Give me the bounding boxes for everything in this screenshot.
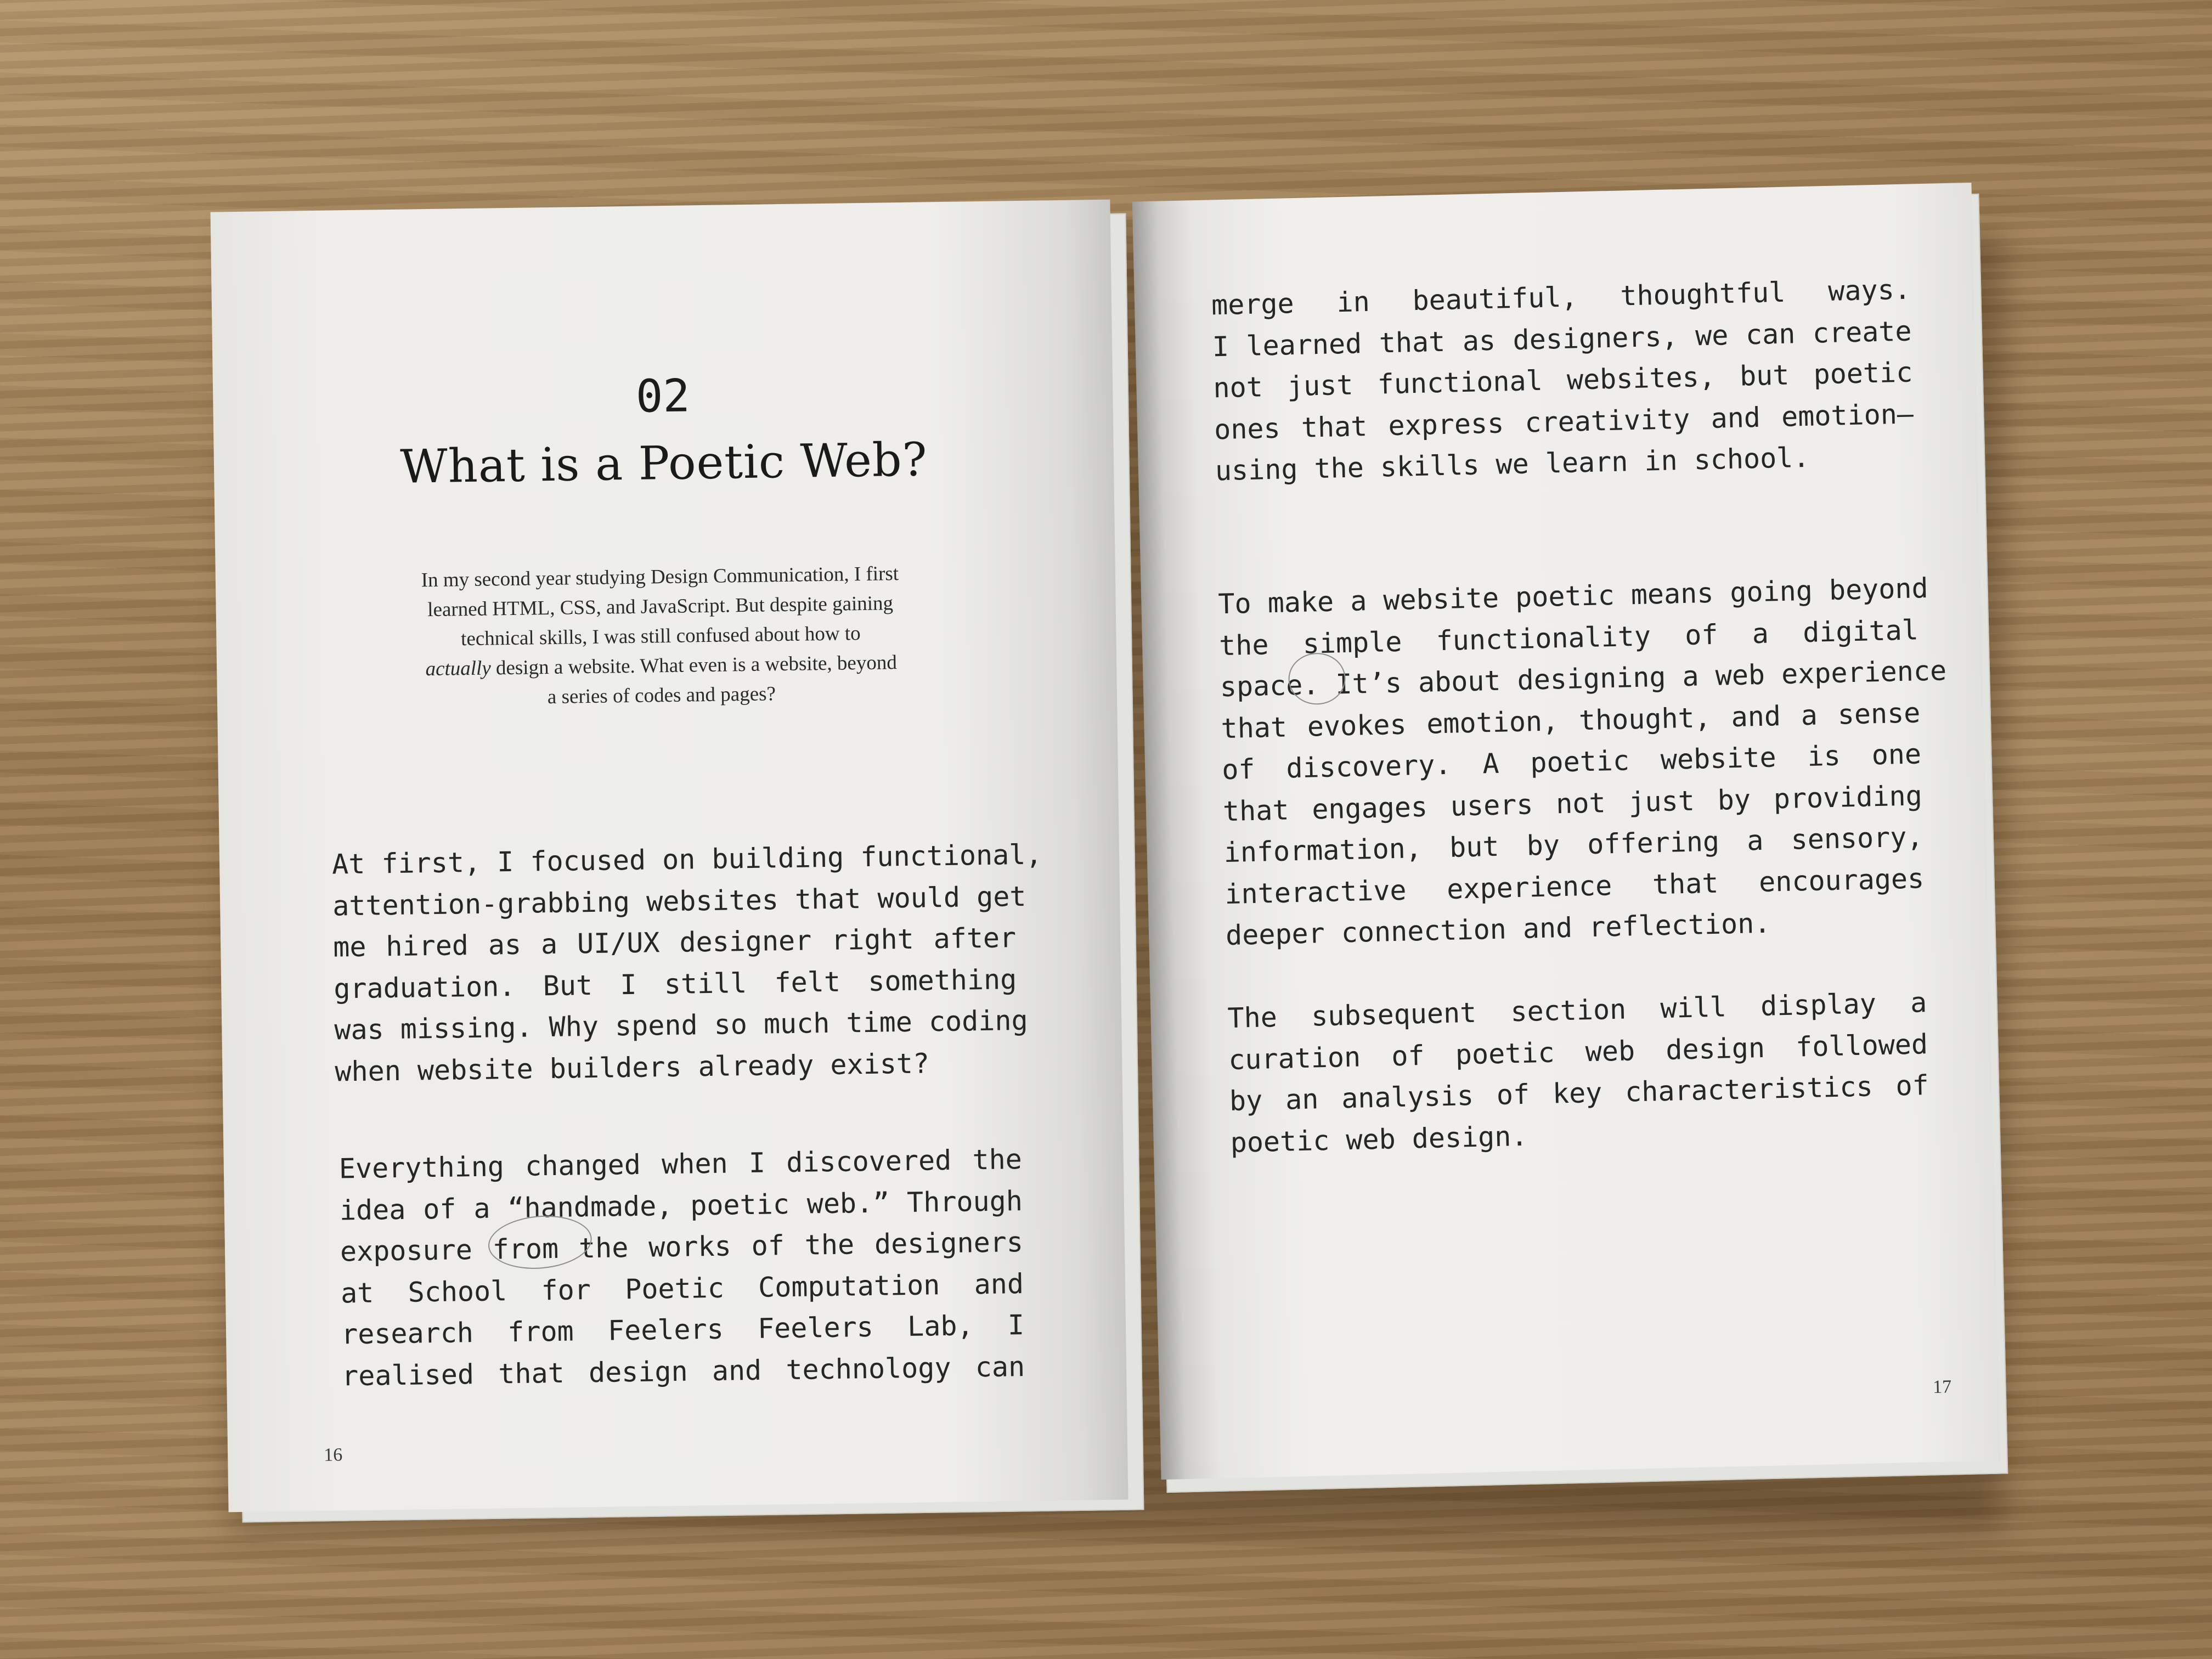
text-line: attention-grabbing websites that would get — [332, 880, 1026, 922]
text-line: The subsequent section will display a — [1227, 986, 1927, 1035]
page-number: 17 — [1932, 1376, 1952, 1398]
text-line: by an analysis of key characteristics of — [1229, 1069, 1929, 1118]
text-line: curation of poetic web design followed — [1228, 1028, 1928, 1076]
text-line: was missing. Why spend so much time coding — [334, 1004, 1028, 1046]
right-paragraph-2 — [1217, 568, 1947, 956]
text-line: research from Feelers Feelers Lab, I — [341, 1309, 1025, 1351]
text-line: the simple functionality of a digital — [1218, 613, 1919, 662]
text-line: At first, I focused on building functional, — [331, 838, 1042, 881]
text-line: that engages users not just by providing — [1222, 779, 1923, 827]
page-number: 16 — [323, 1444, 343, 1465]
chapter-number: 02 — [635, 370, 691, 423]
text-line: deeper connection and reflection. — [1225, 907, 1771, 952]
intro-line: a series of codes and pages? — [547, 682, 776, 709]
text-line: Everything changed when I discovered the — [338, 1143, 1023, 1185]
text-line: idea of a “handmade, poetic web.” Through — [339, 1184, 1023, 1226]
chapter-title: What is a Poetic Web? — [399, 432, 928, 494]
text-line: using the skills we learn in school. — [1215, 441, 1810, 487]
text-line: exposure from the works of the designers — [340, 1226, 1024, 1268]
text-line: To make a website poetic means going beyond — [1217, 572, 1929, 620]
text-line: I learned that as designers, we can create — [1212, 314, 1912, 363]
text-line: information, but by offering a sensory, — [1223, 821, 1924, 869]
intro-line: In my second year studying Design Communication, I first — [421, 562, 899, 592]
text-line: poetic web design. — [1230, 1120, 1528, 1159]
text-line: ones that express creativity and emotion— — [1214, 397, 1914, 445]
text-line: merge in beautiful, thoughtful ways. — [1211, 273, 1911, 321]
right-page — [1132, 183, 2000, 1480]
left-paragraph-1 — [331, 834, 1042, 1092]
text-line: of discovery. A poetic website is one — [1221, 738, 1922, 786]
left-page — [211, 200, 1128, 1513]
text-line: me hired as a UI/UX designer right after — [332, 922, 1017, 963]
text-line: when website builders already exist? — [335, 1047, 930, 1088]
intro-paragraph — [347, 558, 975, 715]
text-line: not just functional websites, but poetic — [1212, 356, 1913, 404]
intro-line-text: design a website. What even is a website, beyond — [495, 651, 898, 680]
text-line: realised that design and technology can — [341, 1350, 1025, 1392]
right-paragraph-3 — [1227, 982, 1931, 1164]
intro-emphasis: actually — [425, 657, 491, 681]
text-line: interactive experience that encourages — [1224, 862, 1925, 910]
left-paragraph-2 — [338, 1139, 1025, 1397]
right-paragraph-1 — [1211, 269, 1915, 492]
text-line: graduation. But I still felt something — [333, 963, 1017, 1005]
text-line: space. It’s about designing a web experience — [1220, 654, 1947, 703]
text-line: that evokes emotion, thought, and a sense — [1220, 696, 1921, 744]
intro-line: learned HTML, CSS, and JavaScript. But despite gaining — [427, 592, 894, 622]
text-line: at School for Poetic Computation and — [340, 1267, 1024, 1309]
intro-line: technical skills, I was still confused about how to — [460, 622, 861, 651]
